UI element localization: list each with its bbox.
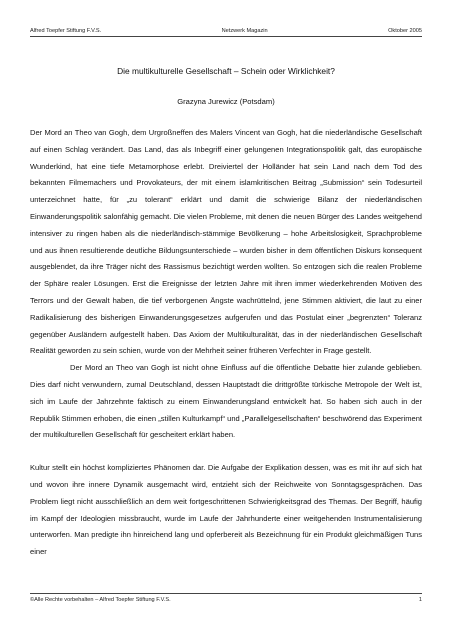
header-date: Oktober 2005 xyxy=(388,28,422,34)
footer-copyright: ©Alle Rechte vorbehalten – Alfred Toepfer Stiftung F.V.S. xyxy=(30,597,171,603)
header-magazine: Netzwerk Magazin xyxy=(221,28,268,34)
page-number: 1 xyxy=(418,597,422,603)
article-author: Grazyna Jurewicz (Potsdam) xyxy=(177,97,275,106)
paragraph-2: Der Mord an Theo van Gogh ist nicht ohne Einfluss auf die öffentliche Debatte hier zulande geblieben. Dies darf nicht verwundern, zumal Deutschland, dessen Hauptstadt die drittgrößte türkische Metropole der Welt ist, sich im Laufe der Jahrzehnte faktisch zu einem Einwanderungsland entwickelt hat. So haben sich auch in der Republik Stimmen erhoben, die einen „stillen Kulturkampf“ und „Parallelgesellschaften“ beschwörend das Experiment der multikulturellen Gesellschaft für gescheitert erklärt haben. xyxy=(30,363,422,440)
paragraph-3: Kultur stellt ein höchst kompliziertes Phänomen dar. Die Aufgabe der Explikation dessen, was es mit ihr auf sich hat und wovon ihre innere Dynamik ausgemacht wird, entzieht sich der Reichweite von Sonntagsgesprächen. Das Problem liegt nicht ausschließlich an dem weit fortgeschrittenen Schwierigkeitsgrad des Themas. Der Begriff, häufig im Kampf der Ideologien missbraucht, wurde im Laufe der Jahrhunderte einer weitgehenden Instrumentalisierung unterworfen. Man predigte ihn hinreichend lang und opferbereit als Bezeichnung für ein Produkt gleichmäßigen Tuns einer xyxy=(30,463,422,557)
article-title: Die multikulturelle Gesellschaft – Schein oder Wirklichkeit? xyxy=(117,66,335,76)
page-header xyxy=(30,28,422,37)
article-body xyxy=(30,125,422,561)
paragraph-1: Der Mord an Theo van Gogh, dem Urgroßneffen des Malers Vincent van Gogh, hat die niederländische Gesellschaft auf einen Schlag verändert. Das Land, das als Inbegriff einer gelungenen Integrationspolitik galt, das europäische Wunderkind, hat eine tiefe Metamorphose erlebt. Dreiviertel der Holländer hat sein Land nach dem Tod des bekannten Filmemachers und Provokateurs, der mit einem islamkritischen Beitrag „Submission“ sein Todesurteil unterzeichnet hatte, für „zu tolerant“ erklärt und damit die schwierige Bilanz der niederländischen Einwanderungspolitik salonfähig gemacht. Die vielen Probleme, mit denen die neuen Bürger des Landes weitgehend intensiver zu ringen haben als die niederländisch-stämmige Bevölkerung – hohe Arbeitslosigkeit, Sprachprobleme und aus ihnen resultierende deutliche Bildungsunterschiede – wurden bisher in dem öffentlichen Diskurs konsequent ausgeblendet, da ihre Träger nicht des Rassismus bezichtigt werden wollten. So entzogen sich die realen Probleme der Sphäre realer Lösungen. Erst die Ereignisse der letzten Jahre mit ihren immer wiederkehrenden Motiven des Terrors und der Gewalt haben, die tief verborgenen Ängste wachrüttelnd, jene Stimmen aktiviert, die laut zu einer Radikalisierung des bisherigen Einwanderungsgesetzes aufgerufen und das Postulat einer „begrenzten“ Toleranz gegenüber Ausländern aufgestellt haben. Das Axiom der Multikulturalität, das in der niederländischen Gesellschaft Realität geworden zu sein schien, wurde von der Mehrheit seiner früheren Verfechter in Frage gestellt. xyxy=(30,128,422,356)
header-publisher: Alfred Toepfer Stiftung F.V.S. xyxy=(30,28,102,34)
page-footer xyxy=(30,593,422,603)
